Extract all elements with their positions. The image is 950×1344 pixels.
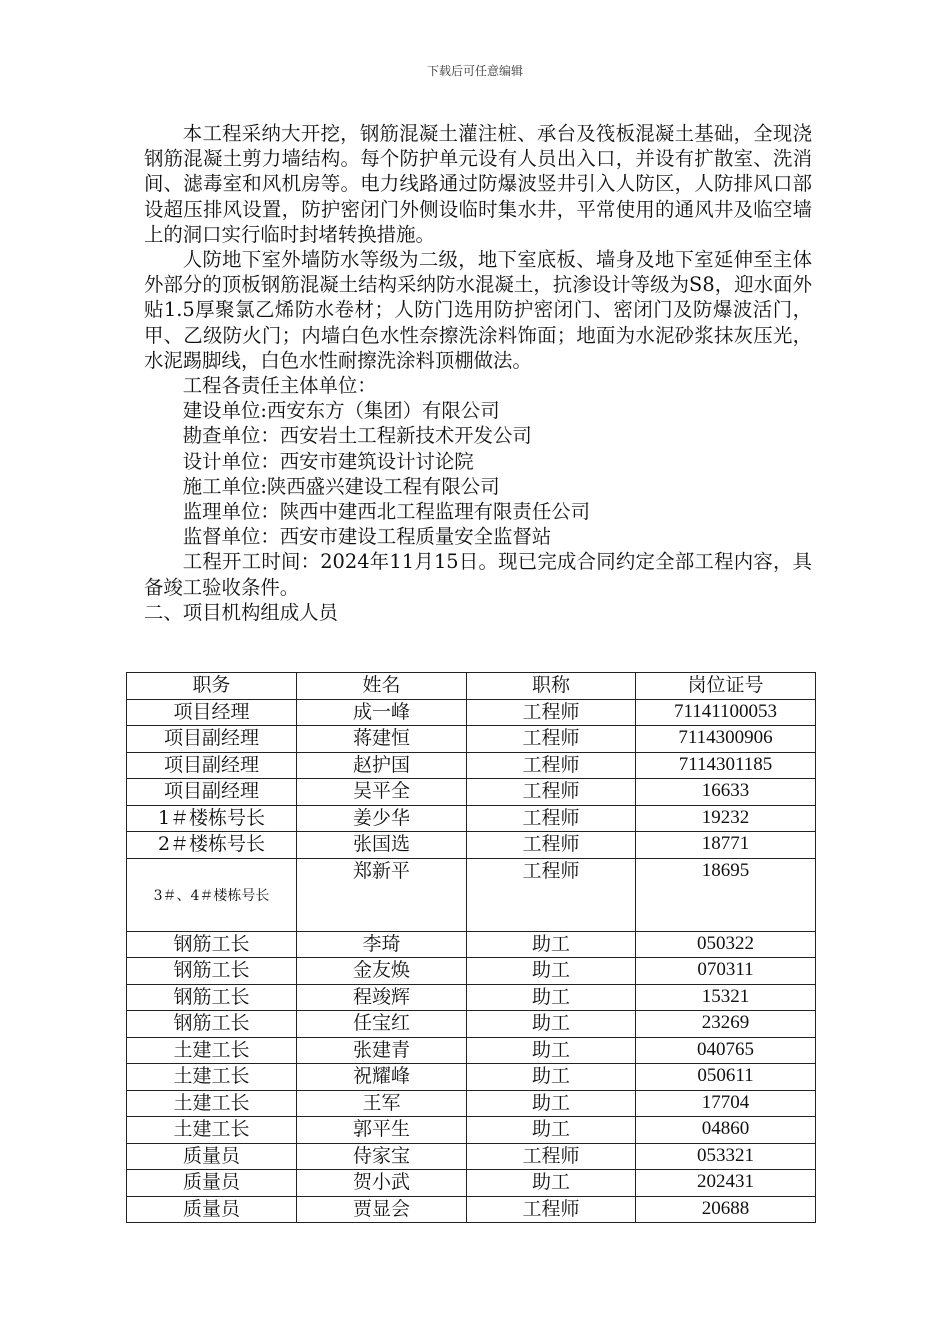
cell-certificate: 050611 [636, 1064, 816, 1091]
table-row [127, 858, 816, 931]
cell-title: 工程师 [467, 805, 636, 832]
cell-title: 助工 [467, 931, 636, 958]
cell-certificate: 20688 [636, 1196, 816, 1223]
table-row [127, 779, 816, 806]
cell-position: 1＃楼栋号长 [127, 805, 297, 832]
cell-title: 工程师 [467, 1196, 636, 1223]
paragraph-contractor-unit: 施工单位:陕西盛兴建设工程有限公司 [182, 474, 500, 498]
paragraph-responsible-units: 工程各责任主体单位： [182, 374, 377, 398]
table-row [127, 1064, 816, 1091]
cell-certificate: 040765 [636, 1037, 816, 1064]
table-row [127, 1117, 816, 1144]
table-row [127, 752, 816, 779]
cell-certificate: 18771 [636, 832, 816, 859]
paragraph-oversight-unit: 监督单位：西安市建设工程质量安全监督站 [182, 525, 552, 549]
cell-name: 赵护国 [297, 752, 467, 779]
paragraph-supervision-unit: 监理单位：陕西中建西北工程监理有限责任公司 [182, 500, 590, 524]
table-row [127, 1170, 816, 1197]
cell-position: 钢筋工长 [127, 958, 297, 985]
cell-title: 工程师 [467, 1143, 636, 1170]
table-row [127, 1196, 816, 1223]
cell-name: 程竣辉 [297, 984, 467, 1011]
table-row [127, 832, 816, 859]
cell-position: 项目副经理 [127, 752, 297, 779]
header-certificate: 岗位证号 [636, 673, 816, 700]
cell-position: 2＃楼栋号长 [127, 832, 297, 859]
cell-certificate: 16633 [636, 779, 816, 806]
cell-certificate: 71141100053 [636, 699, 816, 726]
cell-name: 郑新平 [297, 858, 467, 931]
cell-name: 姜少华 [297, 805, 467, 832]
paragraph-project-overview: 本工程采纳大开挖，钢筋混凝土灌注桩、承台及筏板混凝土基础，全现浇钢筋混凝土剪力墙结构。每个防护单元设有人员出入口，并设有扩散室、洗消间、滤毒室和风机房等。电力线路通过防爆波竖井引入人防区，人防排风口部设超压排风设置，防护密闭门外侧设临时集水井，平常使用的通风井及临空墙上的洞口实行临时封堵转换措施。 [144, 122, 812, 246]
cell-position: 土建工长 [127, 1090, 297, 1117]
cell-certificate: 23269 [636, 1011, 816, 1038]
document-body [144, 121, 812, 625]
table-row [127, 699, 816, 726]
cell-name: 吴平全 [297, 779, 467, 806]
cell-title: 助工 [467, 984, 636, 1011]
cell-certificate: 050322 [636, 931, 816, 958]
cell-name: 贾显会 [297, 1196, 467, 1223]
cell-certificate: 17704 [636, 1090, 816, 1117]
cell-position: 3＃、4＃楼栋号长 [127, 858, 297, 931]
cell-name: 王军 [297, 1090, 467, 1117]
table-row [127, 1143, 816, 1170]
cell-position: 钢筋工长 [127, 931, 297, 958]
table-row [127, 805, 816, 832]
paragraph-start-date: 工程开工时间：2024年11月15日。现已完成合同约定全部工程内容，具备竣工验收条件。 [144, 550, 812, 599]
cell-position: 项目副经理 [127, 726, 297, 753]
cell-position: 土建工长 [127, 1117, 297, 1144]
cell-certificate: 202431 [636, 1170, 816, 1197]
cell-title: 助工 [467, 1011, 636, 1038]
cell-position: 质量员 [127, 1196, 297, 1223]
table-row [127, 1037, 816, 1064]
cell-name: 成一峰 [297, 699, 467, 726]
cell-name: 金友焕 [297, 958, 467, 985]
cell-name: 贺小武 [297, 1170, 467, 1197]
cell-title: 工程师 [467, 832, 636, 859]
cell-certificate: 7114300906 [636, 726, 816, 753]
cell-title: 工程师 [467, 726, 636, 753]
section-title: 二、项目机构组成人员 [144, 600, 338, 624]
cell-name: 郭平生 [297, 1117, 467, 1144]
cell-position: 质量员 [127, 1143, 297, 1170]
cell-position: 质量员 [127, 1170, 297, 1197]
paragraph-waterproofing: 人防地下室外墙防水等级为二级，地下室底板、墙身及地下室延伸至主体外部分的顶板钢筋混凝土结构采纳防水混凝土，抗渗设计等级为S8，迎水面外贴1.5厚聚氯乙烯防水卷材；人防门选用防护密闭门、密闭门及防爆波活门，甲、乙级防火门；内墙白色水性奈擦洗涂料饰面；地面为水泥砂浆抹灰压光，水泥踢脚线，白色水性耐擦洗涂料顶棚做法。 [144, 248, 812, 372]
table-row [127, 984, 816, 1011]
table-header-row [127, 673, 816, 700]
cell-title: 助工 [467, 1117, 636, 1144]
header-title: 职称 [467, 673, 636, 700]
cell-title: 工程师 [467, 858, 636, 931]
cell-title: 工程师 [467, 699, 636, 726]
paragraph-design-unit: 设计单位：西安市建筑设计讨论院 [182, 449, 474, 473]
cell-name: 蒋建恒 [297, 726, 467, 753]
cell-certificate: 18695 [636, 858, 816, 931]
cell-certificate: 19232 [636, 805, 816, 832]
cell-name: 侍家宝 [297, 1143, 467, 1170]
cell-certificate: 15321 [636, 984, 816, 1011]
cell-name: 张国选 [297, 832, 467, 859]
table-row [127, 726, 816, 753]
cell-title: 工程师 [467, 752, 636, 779]
cell-title: 助工 [467, 1064, 636, 1091]
cell-certificate: 053321 [636, 1143, 816, 1170]
cell-title: 助工 [467, 1037, 636, 1064]
table-row [127, 958, 816, 985]
cell-title: 助工 [467, 1090, 636, 1117]
cell-position: 项目副经理 [127, 779, 297, 806]
cell-position: 钢筋工长 [127, 984, 297, 1011]
cell-name: 祝耀峰 [297, 1064, 467, 1091]
cell-title: 助工 [467, 1170, 636, 1197]
table-row [127, 1090, 816, 1117]
cell-name: 任宝红 [297, 1011, 467, 1038]
cell-name: 张建青 [297, 1037, 467, 1064]
cell-title: 助工 [467, 958, 636, 985]
cell-position: 项目经理 [127, 699, 297, 726]
page-header-note: 下载后可任意编辑 [426, 64, 523, 78]
paragraph-construction-unit: 建设单位:西安东方（集团）有限公司 [182, 399, 500, 423]
cell-certificate: 070311 [636, 958, 816, 985]
cell-certificate: 04860 [636, 1117, 816, 1144]
table-row [127, 931, 816, 958]
cell-title: 工程师 [467, 779, 636, 806]
header-position: 职务 [127, 673, 297, 700]
header-name: 姓名 [297, 673, 467, 700]
cell-position: 土建工长 [127, 1037, 297, 1064]
paragraph-survey-unit: 勘查单位：西安岩土工程新技术开发公司 [182, 424, 532, 448]
cell-name: 李琦 [297, 931, 467, 958]
staff-table [126, 672, 816, 1223]
cell-position: 钢筋工长 [127, 1011, 297, 1038]
cell-certificate: 7114301185 [636, 752, 816, 779]
cell-position: 土建工长 [127, 1064, 297, 1091]
table-row [127, 1011, 816, 1038]
